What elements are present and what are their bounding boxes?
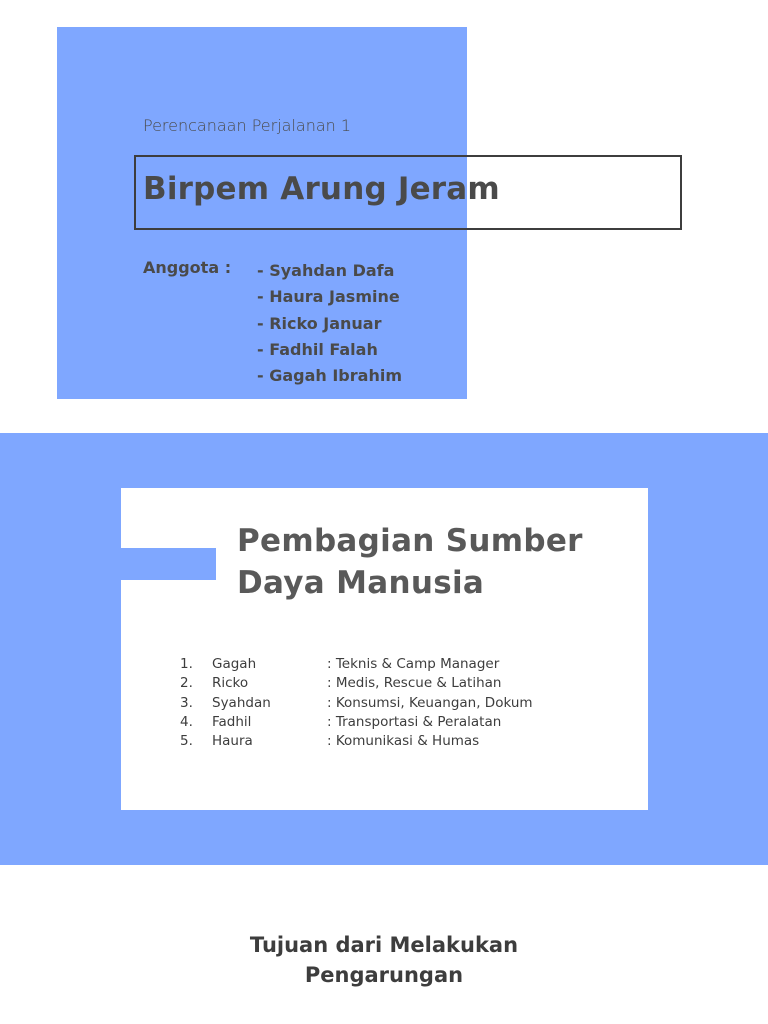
role-member-name: Fadhil xyxy=(212,713,252,730)
slide2-title-line1: Pembagian Sumber xyxy=(237,523,583,559)
role-member-name: Syahdan xyxy=(212,694,271,711)
member-item: - Fadhil Falah xyxy=(257,339,378,359)
role-member-name: Haura xyxy=(212,733,253,750)
role-task: : Transportasi & Peralatan xyxy=(327,713,502,730)
role-task: : Medis, Rescue & Latihan xyxy=(327,675,502,692)
role-task: : Teknis & Camp Manager xyxy=(327,656,500,672)
role-number: 5. xyxy=(180,733,193,750)
role-row xyxy=(180,674,533,693)
role-number: 4. xyxy=(180,713,193,730)
role-row xyxy=(180,713,533,732)
slide1-title: Birpem Arung Jeram xyxy=(143,171,500,207)
role-row xyxy=(180,694,533,713)
role-task: : Komunikasi & Humas xyxy=(327,733,480,750)
role-task: : Konsumsi, Keuangan, Dokum xyxy=(327,694,533,711)
role-number: 2. xyxy=(180,675,193,692)
members-list xyxy=(257,258,402,389)
slide3-title xyxy=(0,930,768,990)
slide1-subtitle: Perencanaan Perjalanan 1 xyxy=(143,116,352,135)
role-number: 1. xyxy=(180,656,193,672)
slide3-title-line2: Pengarungan xyxy=(304,963,464,987)
role-list xyxy=(180,655,533,751)
role-number: 3. xyxy=(180,694,193,711)
slide3-title-line1: Tujuan dari Melakukan xyxy=(249,933,519,957)
role-row xyxy=(180,732,533,751)
slide2-accent-tab xyxy=(121,548,216,580)
member-item: - Ricko Januar xyxy=(257,313,382,333)
members-label: Anggota : xyxy=(143,258,232,277)
slide2-title-line2: Daya Manusia xyxy=(237,565,485,601)
slide2-title xyxy=(237,520,583,604)
member-item: - Haura Jasmine xyxy=(257,287,400,307)
role-member-name: Gagah xyxy=(212,656,257,672)
member-item: - Syahdan Dafa xyxy=(257,261,395,280)
role-row xyxy=(180,655,533,674)
member-item: - Gagah Ibrahim xyxy=(257,366,402,386)
role-member-name: Ricko xyxy=(212,675,249,692)
